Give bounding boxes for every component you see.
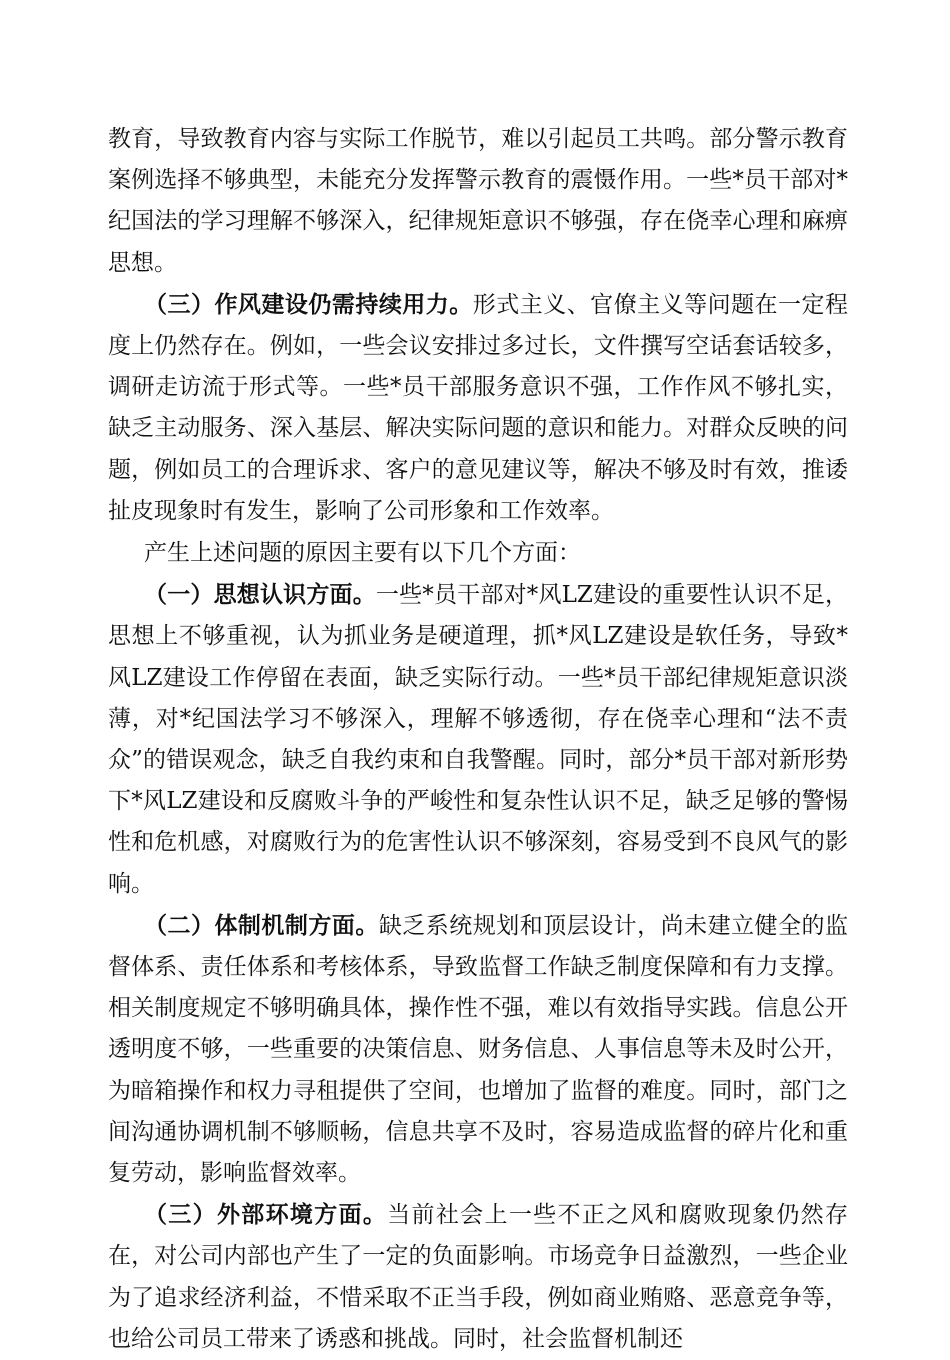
paragraph-5: [108, 905, 848, 1194]
paragraph-text: 形式主义、官僚主义等问题在一定程度上仍然存在。例如，一些会议安排过多过长，文件撰写空话套话较多，调研走访流于形式等。一些*员干部服务意识不强，工作作风不够扎实，缺乏主动服务、深入基层、解决实际问题的意识和能力。对群众反映的问题，例如员工的合理诉求、客户的意见建议等，解决不够及时有效，推诿扯皮现象时有发生，影响了公司形象和工作效率。: [108, 291, 849, 524]
paragraph-3: [108, 532, 848, 574]
paragraph-text: 教育，导致教育内容与实际工作脱节，难以引起员工共鸣。部分警示教育案例选择不够典型，未能充分发挥警示教育的震慑作用。一些*员干部对*纪国法的学习理解不够深入，纪律规矩意识不够强，存在侥幸心理和麻痹思想。: [108, 126, 848, 276]
paragraph-heading: （三）外部环境方面。: [144, 1201, 388, 1229]
paragraph-6: [108, 1194, 848, 1360]
paragraph-1: [108, 118, 848, 284]
paragraph-text: 产生上述问题的原因主要有以下几个方面：: [144, 540, 581, 567]
paragraph-text: 一些*员干部对*风LZ建设的重要性认识不足，思想上不够重视，认为抓业务是硬道理，抓*风LZ建设是软任务，导致*风LZ建设工作停留在表面，缺乏实际行动。一些*员干部纪律规矩意识淡薄，对*纪国法学习不够深入，理解不够透彻，存在侥幸心理和“法不责众”的错误观念，缺乏自我约束和自我警醒。同时，部分*员干部对新形势下*风LZ建设和反腐败斗争的严峻性和复杂性认识不足，缺乏足够的警惕性和危机感，对腐败行为的危害性认识不够深刻，容易受到不良风气的影响。: [108, 582, 848, 897]
paragraph-heading: （二）体制机制方面。: [144, 911, 379, 939]
paragraph-heading: （三）作风建设仍需持续用力。: [144, 290, 473, 318]
paragraph-4: [108, 574, 848, 905]
paragraph-heading: （一）思想认识方面。: [144, 581, 376, 609]
document-body: [108, 118, 848, 1360]
paragraph-text: 缺乏系统规划和顶层设计，尚未建立健全的监督体系、责任体系和考核体系，导致监督工作缺乏制度保障和有力支撑。相关制度规定不够明确具体，操作性不强，难以有效指导实践。信息公开透明度不够，一些重要的决策信息、财务信息、人事信息等未及时公开，为暗箱操作和权力寻租提供了空间，也增加了监督的难度。同时，部门之间沟通协调机制不够顺畅，信息共享不及时，容易造成监督的碎片化和重复劳动，影响监督效率。: [108, 912, 849, 1187]
paragraph-2: [108, 284, 848, 532]
paragraph-text: 当前社会上一些不正之风和腐败现象仍然存在，对公司内部也产生了一定的负面影响。市场竞争日益激烈，一些企业为了追求经济利益，不惜采取不正当手段，例如商业贿赂、恶意竞争等，也给公司员工带来了诱惑和挑战。同时，社会监督机制还: [108, 1202, 849, 1352]
